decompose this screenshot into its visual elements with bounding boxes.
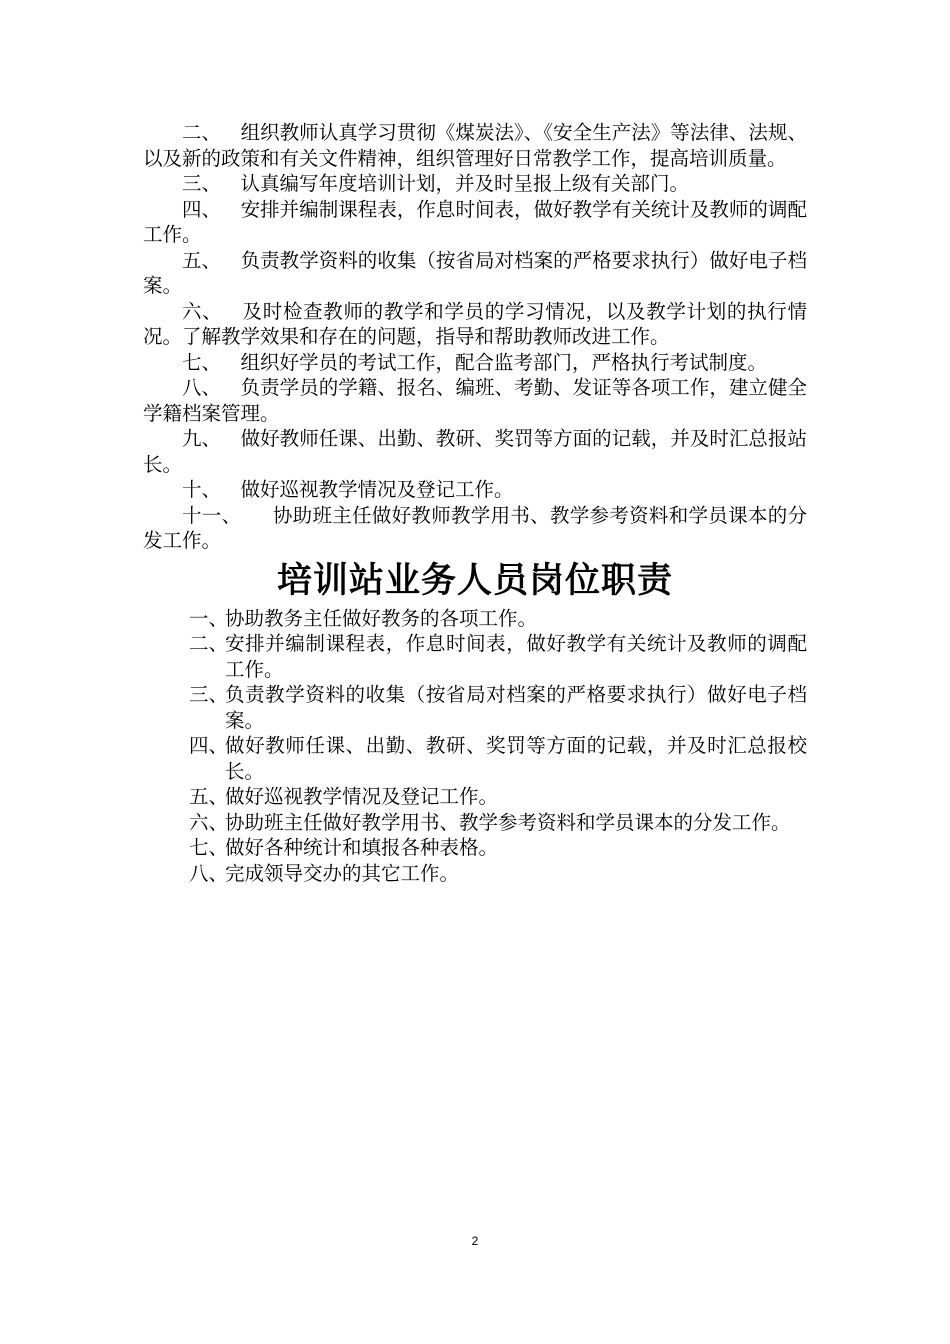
staff-duties-list [143,606,807,887]
staff-duty-number: 三、 [189,683,229,706]
staff-duty-number: 四、 [189,734,229,757]
duty-paragraph [143,350,807,376]
staff-duty-item [143,861,807,887]
staff-duty-text: 做好巡视教学情况及登记工作。 [225,785,499,808]
duty-number: 三、 [182,172,222,195]
staff-duty-item [143,606,807,632]
duty-paragraph [143,375,807,426]
staff-duty-number: 二、 [189,632,229,655]
staff-duty-item [143,784,807,810]
duty-text: 安排并编制课程表，作息时间表，做好教学有关统计及教师的调配工作。 [143,197,807,246]
duty-text: 负责学员的学籍、报名、编班、考勤、发证等各项工作，建立健全学籍档案管理。 [143,376,807,425]
duty-text: 认真编写年度培训计划，并及时呈报上级有关部门。 [240,172,690,195]
staff-duty-text: 做好教师任课、出勤、教研、奖罚等方面的记载，并及时汇总报校长。 [225,734,807,783]
duty-text: 做好巡视教学情况及登记工作。 [240,478,514,501]
duty-number: 九、 [182,427,222,450]
staff-duty-text: 做好各种统计和填报各种表格。 [225,836,499,859]
duty-text: 负责教学资料的收集（按省局对档案的严格要求执行）做好电子档案。 [143,248,807,297]
duty-paragraph [143,197,807,248]
duty-paragraph [143,171,807,197]
staff-duty-item [143,733,807,784]
staff-duty-text: 协助班主任做好教学用书、教学参考资料和学员课本的分发工作。 [225,810,791,834]
duty-number: 六、 [182,299,223,323]
staff-duty-number: 五、 [189,785,229,808]
duty-number: 五、 [182,248,222,272]
staff-duty-text: 负责教学资料的收集（按省局对档案的严格要求执行）做好电子档案。 [225,683,807,732]
staff-duty-number: 一、 [189,606,229,630]
duty-paragraph [143,299,807,350]
staff-duty-item [143,631,807,682]
duty-number: 二、 [182,121,222,144]
duty-paragraph [143,426,807,477]
staff-duty-item [143,835,807,861]
staff-duty-number: 六、 [189,810,229,834]
duty-text: 组织好学员的考试工作，配合监考部门，严格执行考试制度。 [240,350,768,374]
duty-number: 十一、 [182,503,242,527]
duty-number: 八、 [182,376,222,399]
duty-paragraph [143,477,807,503]
staff-duty-text: 完成领导交办的其它工作。 [225,861,460,885]
duty-number: 四、 [182,197,222,221]
staff-duty-text: 协助教务主任做好教务的各项工作。 [225,606,538,630]
duty-number: 十、 [182,478,222,501]
duty-text: 做好教师任课、出勤、教研、奖罚等方面的记载，并及时汇总报站长。 [143,427,807,476]
duty-paragraph [143,120,807,171]
duty-number: 七、 [182,350,222,374]
staff-duty-number: 七、 [189,836,229,859]
duty-paragraph [143,503,807,554]
staff-duty-item [143,682,807,733]
page-number: 2 [471,1234,479,1248]
duty-text: 组织教师认真学习贯彻《煤炭法》、《安全生产法》等法律、法规、以及新的政策和有关文件精神，组织管理好日常教学工作，提高培训质量。 [143,121,807,170]
page-content [143,120,807,886]
staff-duty-item [143,810,807,836]
section-title: 培训站业务人员岗位职责 [276,559,673,601]
staff-duty-text: 安排并编制课程表，作息时间表，做好教学有关统计及教师的调配工作。 [225,632,807,681]
duty-paragraph [143,248,807,299]
staff-duty-number: 八、 [189,861,229,885]
duty-text: 及时检查教师的教学和学员的学习情况，以及教学计划的执行情况。了解教学效果和存在的问题，指导和帮助教师改进工作。 [143,299,807,348]
duties-continued-section [143,120,807,554]
duty-text: 协助班主任做好教师教学用书、教学参考资料和学员课本的分发工作。 [143,503,807,552]
